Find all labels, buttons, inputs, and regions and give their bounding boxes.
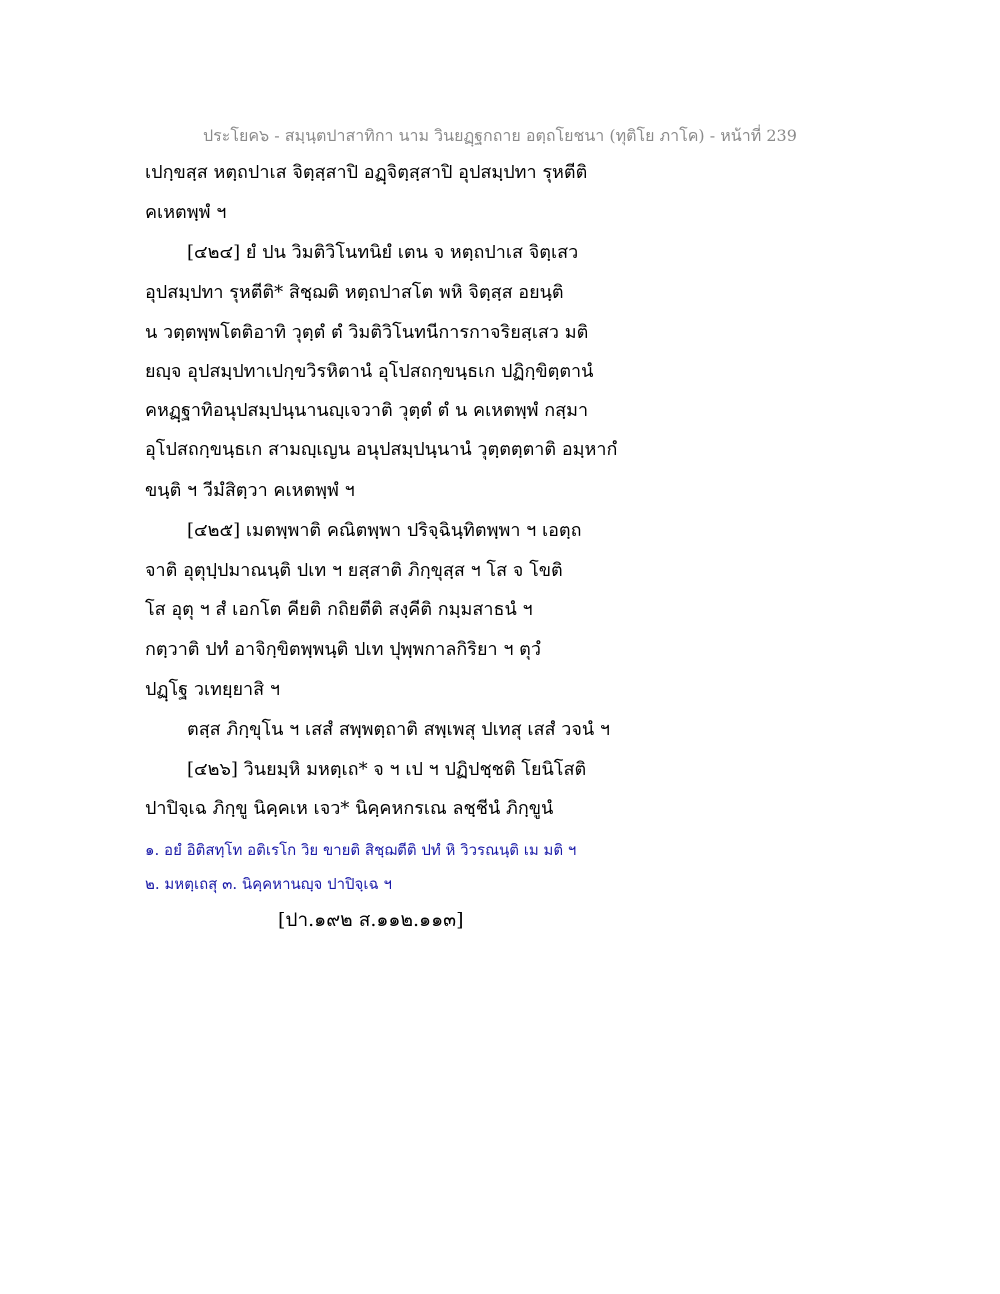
footnote-2-3: ๒. มหตฺเถสุ ๓. นิคฺคหานญฺจ ปาปิจฺเฉ ฯ <box>145 875 392 893</box>
text-line: กตฺวาติ ปทํ อาจิกฺขิตพฺพนฺติ ปเท ปุพฺพกาลกิริยา ฯ ตุวํ <box>145 639 541 660</box>
text-line: ยญฺจ อุปสมฺปทาเปกฺขวิรหิตานํ อุโปสถกฺขนฺธเก ปฏิกฺขิตฺตานํ <box>145 361 594 382</box>
text-line: คหฏฺฐาทิอนุปสมฺปนฺนานญฺเจวาติ วุตฺตํ ตํ น คเหตพฺพํ กสฺมา <box>145 400 589 421</box>
paragraph-425-line: [๔๒๕] เมตพฺพาติ คณิตพฺพา ปริจฺฉินฺทิตพฺพา ฯ เอตฺถ <box>187 520 582 541</box>
text-line: อุปสมฺปทา รุหตีติ* สิชฺฌติ หตฺถปาสโต พหิ จิตฺสฺส อยนฺติ <box>145 282 564 303</box>
paragraph-426-line: [๔๒๖] วินยมฺหิ มหตฺเถ* จ ฯ เป ฯ ปฏิปชฺชติ โยนิโสติ <box>187 759 587 780</box>
text-line: คเหตพฺพํ ฯ <box>145 202 227 223</box>
text-line: จาติ อุตุปฺปมาณนฺติ ปเท ฯ ยสฺสาติ ภิกฺขุสฺส ฯ โส จ โขติ <box>145 560 563 581</box>
paragraph-424-line: [๔๒๔] ยํ ปน วิมติวิโนทนิยํ เตน จ หตฺถปาเส จิตฺเสว <box>187 242 579 263</box>
text-line: น วตฺตพฺพโตติอาทิ วุตฺตํ ตํ วิมติวิโนทนีการกาจริยสฺเสว มติ <box>145 322 589 343</box>
page-header: ประโยค๖ - สมฺนฺตปาสาทิกา นาม วินยฏฺฐกถาย อตฺถโยชนา (ทุติโย ภาโค) - หน้าที่ 239 <box>203 126 797 145</box>
text-line: โส อุตุ ฯ สํ เอกโต คียติ กถิยตีติ สงฺคีติ กมฺมสาธนํ ฯ <box>145 599 533 620</box>
text-line: ปาปิจฺเฉ ภิกฺขู นิคฺคเห เจว* นิคฺคหกรเณ ลชฺชีนํ ภิกฺขูนํ <box>145 798 554 819</box>
text-line: เปกฺขสฺส หตฺถปาเส จิตฺสฺสาปิ อฏฺจิตฺสฺสาปิ อุปสมฺปทา รุหตีติ <box>145 162 588 183</box>
text-line: ขนฺติ ฯ วีมํสิตฺวา คเหตพฺพํ ฯ <box>145 480 355 501</box>
page-reference: [ปา.๑๙๒ ส.๑๑๒.๑๑๓] <box>278 909 464 931</box>
text-line: ตสฺส ภิกฺขุโน ฯ เสสํ สพฺพตฺถาติ สพฺเพสุ ปเทสุ เสสํ วจนํ ฯ <box>187 719 611 740</box>
text-line: ปฏฺโฐ วเทยฺยาสิ ฯ <box>145 679 280 700</box>
footnote-1: ๑. อยํ อิติสทฺโท อติเรโก วิย ขายติ สิชฺฌตีติ ปทํ หิ วิวรณนฺติ เม มติ ฯ <box>145 841 577 859</box>
text-line: อุโปสถกฺขนฺธเก สามญฺเญน อนุปสมฺปนฺนานํ วุตฺตตฺตาติ อมฺหากํ <box>145 439 618 460</box>
